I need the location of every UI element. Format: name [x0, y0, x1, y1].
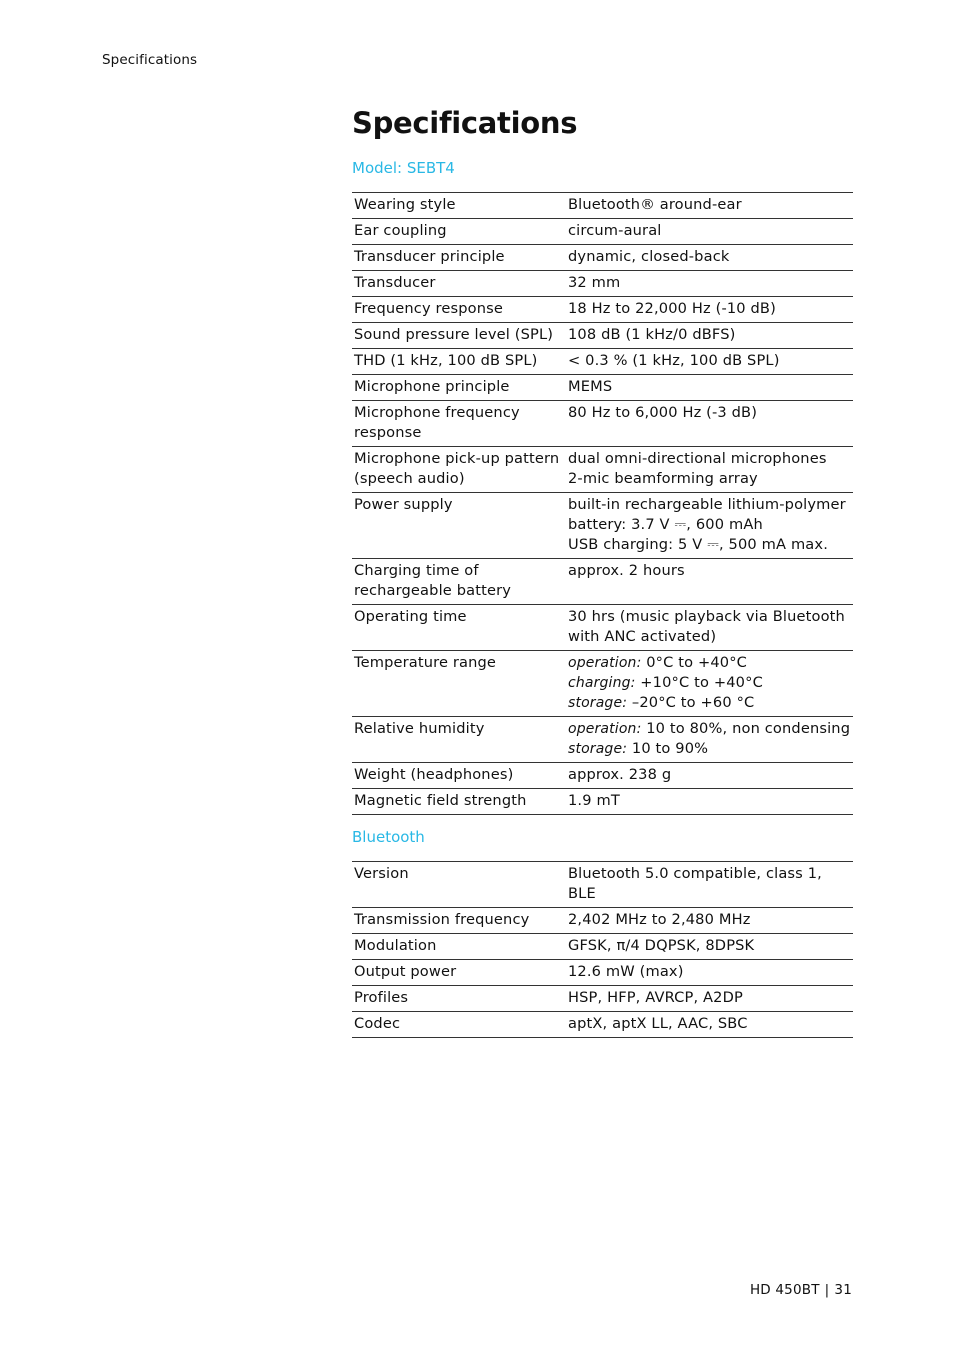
spec-row	[352, 375, 853, 401]
spec-label: Microphone principle	[354, 378, 510, 395]
spec-label: Sound pressure level (SPL)	[354, 326, 554, 343]
spec-row	[352, 1012, 853, 1038]
spec-row	[352, 789, 853, 815]
spec-value: approx. 2 hours	[568, 562, 685, 579]
spec-value-text: battery: 3.7 V ⎓, 600 mAh	[568, 516, 763, 533]
spec-value: approx. 238 g	[568, 766, 672, 783]
spec-label: THD (1 kHz, 100 dB SPL)	[354, 352, 538, 369]
main-content	[352, 104, 853, 1038]
section-title-model: Model: SEBT4	[352, 159, 455, 177]
spec-row	[352, 908, 853, 934]
page-number: 31	[834, 1282, 852, 1298]
spec-value-line	[568, 535, 851, 555]
spec-value-line	[568, 495, 851, 515]
spec-value: 2,402 MHz to 2,480 MHz	[568, 911, 751, 928]
spec-value-condition: storage:	[568, 741, 628, 757]
spec-value	[566, 717, 853, 763]
spec-value-condition: operation:	[568, 721, 642, 737]
spec-row	[352, 862, 853, 908]
spec-row	[352, 763, 853, 789]
spec-value	[566, 447, 853, 493]
spec-value	[566, 493, 853, 559]
spec-row	[352, 323, 853, 349]
spec-value: GFSK, π/4 DQPSK, 8DPSK	[568, 937, 755, 954]
spec-value: 30 hrs (music playback via Bluetooth with ANC activated)	[568, 608, 845, 645]
spec-value: 1.9 mT	[568, 792, 620, 809]
spec-row	[352, 986, 853, 1012]
spec-row	[352, 559, 853, 605]
spec-label: Weight (headphones)	[354, 766, 514, 783]
spec-value-line	[568, 449, 851, 469]
spec-label: Codec	[354, 1015, 401, 1032]
spec-label: Operating time	[354, 608, 467, 625]
spec-value: < 0.3 % (1 kHz, 100 dB SPL)	[568, 352, 780, 369]
spec-label: Frequency response	[354, 300, 504, 317]
footer-product: HD 450BT	[749, 1282, 820, 1298]
footer-separator: |	[824, 1282, 830, 1298]
spec-row	[352, 219, 853, 245]
spec-value-line	[568, 469, 851, 489]
spec-label: Output power	[354, 963, 457, 980]
spec-value-text: –20°C to +60 °C	[627, 694, 755, 711]
spec-value-line	[568, 515, 851, 535]
spec-row	[352, 960, 853, 986]
spec-row	[352, 447, 853, 493]
spec-row	[352, 297, 853, 323]
spec-value-condition: storage:	[568, 695, 628, 711]
spec-label: Temperature range	[354, 654, 497, 671]
spec-value: Bluetooth 5.0 compatible, class 1, BLE	[568, 865, 822, 902]
spec-value: 18 Hz to 22,000 Hz (-10 dB)	[568, 300, 776, 317]
spec-value: 12.6 mW (max)	[568, 963, 684, 980]
section-title-bluetooth: Bluetooth	[352, 828, 425, 846]
spec-value-text: 10 to 80%, non condensing	[641, 720, 851, 737]
spec-value-text: +10°C to +40°C	[635, 674, 763, 691]
spec-value-condition: operation:	[568, 655, 642, 671]
spec-value-line	[568, 673, 851, 693]
spec-row	[352, 245, 853, 271]
spec-label: Charging time of rechargeable battery	[354, 562, 512, 599]
spec-value: MEMS	[568, 378, 613, 395]
spec-value-line	[568, 653, 851, 673]
spec-label: Ear coupling	[354, 222, 447, 239]
spec-label: Magnetic field strength	[354, 792, 527, 809]
page-title: Specifications	[352, 106, 578, 140]
spec-value: aptX, aptX LL, AAC, SBC	[568, 1015, 748, 1032]
page-footer	[750, 1282, 852, 1298]
spec-value-line	[568, 719, 851, 739]
spec-label: Transmission frequency	[354, 911, 530, 928]
spec-value-line	[568, 693, 851, 713]
spec-value-text: 2-mic beamforming array	[568, 470, 758, 487]
spec-row	[352, 651, 853, 717]
spec-label: Relative humidity	[354, 720, 485, 737]
spec-value: Bluetooth® around-ear	[568, 196, 742, 213]
spec-label: Microphone pick-up pattern (speech audio)	[354, 450, 560, 487]
spec-row	[352, 349, 853, 375]
spec-label: Power supply	[354, 496, 453, 513]
spec-label: Modulation	[354, 937, 437, 954]
spec-row	[352, 934, 853, 960]
spec-row	[352, 717, 853, 763]
spec-value	[566, 651, 853, 717]
spec-table-model	[352, 192, 853, 815]
spec-row	[352, 605, 853, 651]
spec-value-line	[568, 739, 851, 759]
spec-table-bluetooth	[352, 861, 853, 1038]
spec-value: dynamic, closed-back	[568, 248, 730, 265]
spec-label: Version	[354, 865, 409, 882]
spec-value-condition: charging:	[568, 675, 636, 691]
spec-row	[352, 401, 853, 447]
spec-value-text: 0°C to +40°C	[641, 654, 748, 671]
spec-value-text: 10 to 90%	[627, 740, 709, 757]
spec-label: Transducer principle	[354, 248, 505, 265]
spec-value-text: dual omni-directional microphones	[568, 450, 827, 467]
spec-label: Profiles	[354, 989, 409, 1006]
spec-label: Microphone frequency response	[354, 404, 520, 441]
spec-row	[352, 193, 853, 219]
spec-value: 32 mm	[568, 274, 621, 291]
spec-row	[352, 271, 853, 297]
spec-label: Transducer	[354, 274, 436, 291]
spec-row	[352, 493, 853, 559]
spec-label: Wearing style	[354, 196, 456, 213]
spec-value: 80 Hz to 6,000 Hz (-3 dB)	[568, 404, 758, 421]
spec-value: HSP, HFP, AVRCP, A2DP	[568, 989, 743, 1006]
spec-value-text: USB charging: 5 V ⎓, 500 mA max.	[568, 536, 828, 553]
spec-value: 108 dB (1 kHz/0 dBFS)	[568, 326, 736, 343]
running-head: Specifications	[102, 52, 198, 68]
spec-value-text: built-in rechargeable lithium-polymer	[568, 496, 846, 513]
spec-value: circum-aural	[568, 222, 662, 239]
